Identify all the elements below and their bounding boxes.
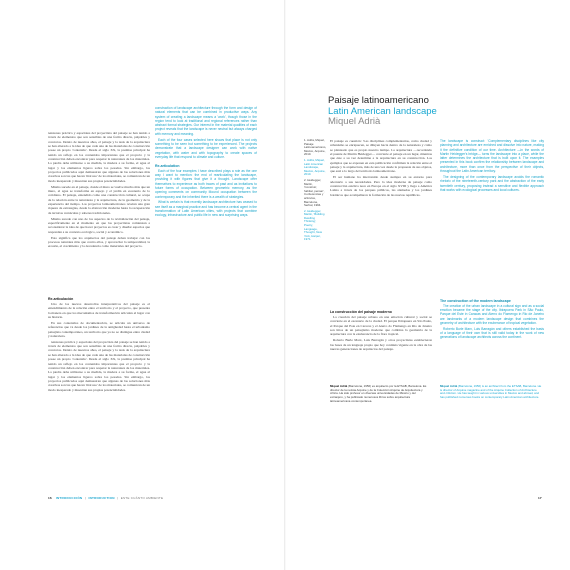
- author-bio-en: [440, 385, 542, 400]
- section-heading: Re-articulación: [48, 297, 74, 301]
- paragraph: En sus contenidos de documentación, se articula un universo de referencias que va desde los jardines de la antigüedad hasta el urbanismo paisajista contemporáneo, un territorio que ya no se distingue entre ciudad y naturaleza.: [48, 320, 150, 338]
- right-en-column-lower: [440, 298, 544, 378]
- paragraph: The designing of the contemporary landscape avoids the romantic rhetoric of the nineteenth-century park and the abstraction of the early twentieth century, proposing instead a sensitive and flexible approach that works with ecological processes and local cultures.: [440, 174, 544, 192]
- footnote: 1. Adrià, Miquel, Paisaje Latinoamericano, México, Arquine, 2010.: [304, 138, 327, 157]
- paragraph: Roberto Burle Marx, Luis Barragán y otros proyectistas establecieron las bases de un lenguaje propio que hoy continúa vigente en la obra de las nuevas generaciones de arquitectos del paisaje.: [330, 338, 432, 351]
- footnote: 2. Heidegger, Martin, 'Construir, habitar, pensar', Conferencias y artículos, Barcelona, Serbal, 1994.: [304, 177, 325, 208]
- right-footer: [538, 496, 545, 500]
- page-gutter: [284, 0, 286, 570]
- left-en-column: [155, 106, 257, 161]
- author-name: Miquel Adrià: [328, 116, 381, 127]
- bio-name: Miquel Adrià: [440, 384, 458, 388]
- paragraph: What is certain is that recently landscape architecture has ceased to see itself as a marginal practice and has become a central agent in the transformation of Latin American cities, with projects that combine ecology, infrastructure and public life in new and surprising ways.: [155, 200, 257, 218]
- left-es-column: [48, 131, 150, 293]
- bio-name: Miquel Adrià: [330, 384, 348, 388]
- right-en-column: [440, 139, 544, 297]
- left-footer: [48, 496, 163, 500]
- author-bio-es: [330, 385, 430, 404]
- paragraph: Mismo sucede con uno de los aspectos de la revitalización del paisaje, específicamente en el momento en que los proyectistas comienzan a reconsiderar la idea de que hacer proyectos es crear y diseñar espacios que respondan a su contexto ecológico, social y económico.: [48, 216, 150, 234]
- bio-text: (Barcelona, 1956) es arquitecto por la ETSAB, Barcelona. Es director de la revista Arquine y de la Colección Arquine de Arquitectura y crítica. Ha sido profesor en diversas universidades de México y del extranjero, y ha publicado numerosos libros sobre arquitectura latinoamericana contemporánea.: [330, 384, 427, 403]
- section-heading: La construcción del paisaje moderno: [330, 310, 392, 314]
- section-heading: The construction of the modern landscape: [440, 299, 511, 303]
- footnote: 2. Heidegger, Martin, 'Building Dwelling Thinking', Poetry, Language, Thought, New York, Harper, 1971.: [304, 208, 325, 242]
- title-spanish: Paisaje latinoamericano: [328, 95, 429, 106]
- paragraph: Uno de los nuevos desarrollos interpretativos del paisaje es el entendimiento de la relación entre el territorio y el proyecto, que presenta la manera en que los mecanismos de transformación articulan el lugar con su historia.: [48, 301, 150, 319]
- left-en-column-lower: [155, 163, 257, 241]
- paragraph: tensiones práctica y espaciales del proyectista del paisaje se han tenido a través de elementos que son sensibles de una forma directa, palpables y concretos. Dentro de nuestros años, el paisaje y la tesis de la arquitectura se han alterado a la idea de que cada una de las materiales de construcción posee un propio 'contenido'. Desde el siglo XX, la premisa principal ha tenido un reflejo en los contenidos importantes que el proyecto y la construcción deben encontrar para respetar la naturaleza de los materiales. La piedra debe utilizarse a su medida, la madera a su forma, el agua al lugar y los elementos ligeros sobre los pesados. Sin embargo, los proyectos publicados aquí demuestran que algunas de las soluciones más creativas son las que hacen 'mal uso' de los materiales, se comunican de un modo inesperado y muestran sus propias potencialidades.: [48, 339, 150, 392]
- paragraph: tensiones práctica y espaciales del proyectista del paisaje se han tenido a través de elementos que son sensibles de una forma directa, palpables y concretos. Dentro de nuestros años, el paisaje y la tesis de la arquitectura se han alterado a la idea de que cada una de las materiales de construcción posee un propio 'contenido'. Desde el siglo XX, la premisa principal ha tenido un reflejo en los contenidos importantes que el proyecto y la construcción deben encontrar para respetar la naturaleza de los materiales. La piedra debe utilizarse a su medida, la madera a su forma, el agua al lugar y los elementos ligeros sobre los pesados. Sin embargo, los proyectos publicados aquí demuestran que algunas de las soluciones más creativas son las que hacen 'mal uso' de los materiales, se comunican de un modo inesperado y muestran sus propias potencialidades.: [48, 131, 150, 183]
- section-name-en: INTRODUCTION: [88, 496, 115, 500]
- paragraph: El ser humano ha intervenido desde siempre en su entorno para adecuarlo a sus necesidades. Pero la idea moderna de paisaje como construcción estética nace en Europa en el siglo XVIII y llega a América Latina a través de los parques públicos, las alamedas y los jardines botánicos que acompañaron la formación de las nuevas repúblicas.: [330, 175, 432, 197]
- section-heading: Re-articulation: [155, 164, 180, 168]
- right-es-column: [330, 139, 432, 307]
- bio-text: (Barcelona, 1956) is an architect from the ETSAB, Barcelona. He is director of Arquine magazine and of the Arquine Collection of Architecture and criticism. He has taught in various universities in Mexico and abroad, and has published numerous books on contemporary Latin American architecture.: [440, 384, 542, 400]
- paragraph: The landscape is construct: 'Complementary disciplines like city planning and architecture are enriched and dissolve into nature, making it the definitive condition of our time. Architecture —in the words of Martin Heidegger's bridge— turns the landscape into a place, while the latter determines the architecture that is built upon it. The examples presented in this book confirm the relationship between landscape and architecture, more than once from the perspective of their objects, throughout the Latin American territory.: [440, 139, 544, 174]
- divider: |: [117, 496, 119, 500]
- module-name: ESTE CUÁNTO AMBIENTE: [120, 496, 164, 500]
- title-block: [328, 96, 448, 128]
- paragraph: construction of landscape architecture through the form and design of natural elements that can be combined in productive ways. Any system of creating a landscape means a 'work', though those in the region tend to look at traditional and regional references rather than abstract formal strategies. Our interest in the material qualities of each project reveals that the landscape is never neutral but always charged with memory and meaning.: [155, 106, 257, 136]
- paragraph: El paisaje es cuestión: 'Las disciplinas complementarias, como ciudad y urbanismo se enriquecen, se diluyen hacia dentro de la naturaleza y cómo se planteado que es propio nuestro tiempo. La arquitectura —recordando el puente de Martin Heidegger— convierte el paisaje en un lugar, mientras que éste a su vez determina a la arquitectura en su construcción. Los ejemplos que se exponen en esta publicación confirman la relación entre el paisaje y la arquitectura, más de una vez desde la propuesta de sus objetos, que está a lo largo del territorio latinoamericano.: [330, 139, 432, 174]
- paragraph: Each of the four cases selected here shows that place is not only something to be seen but something to be experienced. The projects demonstrate that a landscape designer can work with native vegetation, with water and with topography to create spaces of everyday life that respond to climate and culture.: [155, 137, 257, 159]
- right-es-column-lower: [330, 309, 432, 381]
- left-es-column-lower: [48, 296, 150, 461]
- section-name: INTRODUCCIÓN: [55, 496, 83, 500]
- title-english: Latin American landscape: [328, 105, 437, 117]
- paragraph: La creación del paisaje urbano en una emoción cultural y social se convierte en el escenario de la ciudad. El parque Ibirapuera en São Paulo, el Parque del Este en Caracas y el Aterro do Flamengo en Río de Janeiro son hitos de un paisajismo moderno que combina la geometría de la arquitectura con la exuberancia de la flora tropical.: [330, 314, 432, 337]
- paragraph: Esto significa que los arquitectos del paisaje deben trabajar con los procesos naturales más que contra ellos, y aprovechar la temporalidad, la erosión, el crecimiento y la decadencia como materiales del proyecto.: [48, 235, 150, 249]
- page-number: 17: [538, 496, 542, 500]
- paragraph: The creation of the urban landscape in a cultural sign and as a social emotion became the stage of the city. Ibirapuera Park in São Paulo, Parque del Este in Caracas and Aterro do Flamengo in Rio de Janeiro are landmarks of a modern landscape design that combines the geometry of architecture with the exuberance of tropical vegetation.: [440, 303, 544, 325]
- paragraph: Roberto Burle Marx, Luis Barragán and others established the basis of a language of their own that is still valid today in the work of new generations of landscape architects across the continent.: [440, 326, 544, 340]
- footnotes: [304, 139, 326, 244]
- paragraph: Each of the four examples I have described plays a role as the one way I want to mention: the end of rearticulating the landscape, providing it with figures that give it a thought. Landscape offer themselves to experience as both traces of past and as invitations to future forms of occupation. Between geometric memory, as the opening comments on community Mound occupation between the contemporary and the inherited there is a wealth of strategies.: [155, 168, 257, 199]
- divider: |: [84, 496, 86, 500]
- paragraph: Mismo sucede en el paisaje, donde el muro se vuelve mucho más que un muro, el agua se transforma en espejo y el jardín en escenario de lo cotidiano. El paisaje, entendido como una construcción cultural, se ocupa de la relación entre la naturaleza y la arquitectura, de la geometría y de la experiencia del tiempo. Los proyectos latinoamericanos revelan una gran riqueza de estrategias, desde la abstracción moderna hasta la recuperación de técnicas vernáculas y saberes tradicionales.: [48, 184, 150, 215]
- footnote: 1. Adrià, Miquel, Latin American Landscape, Mexico, Arquine, 2010.: [304, 157, 326, 177]
- page-number: 16: [48, 496, 52, 500]
